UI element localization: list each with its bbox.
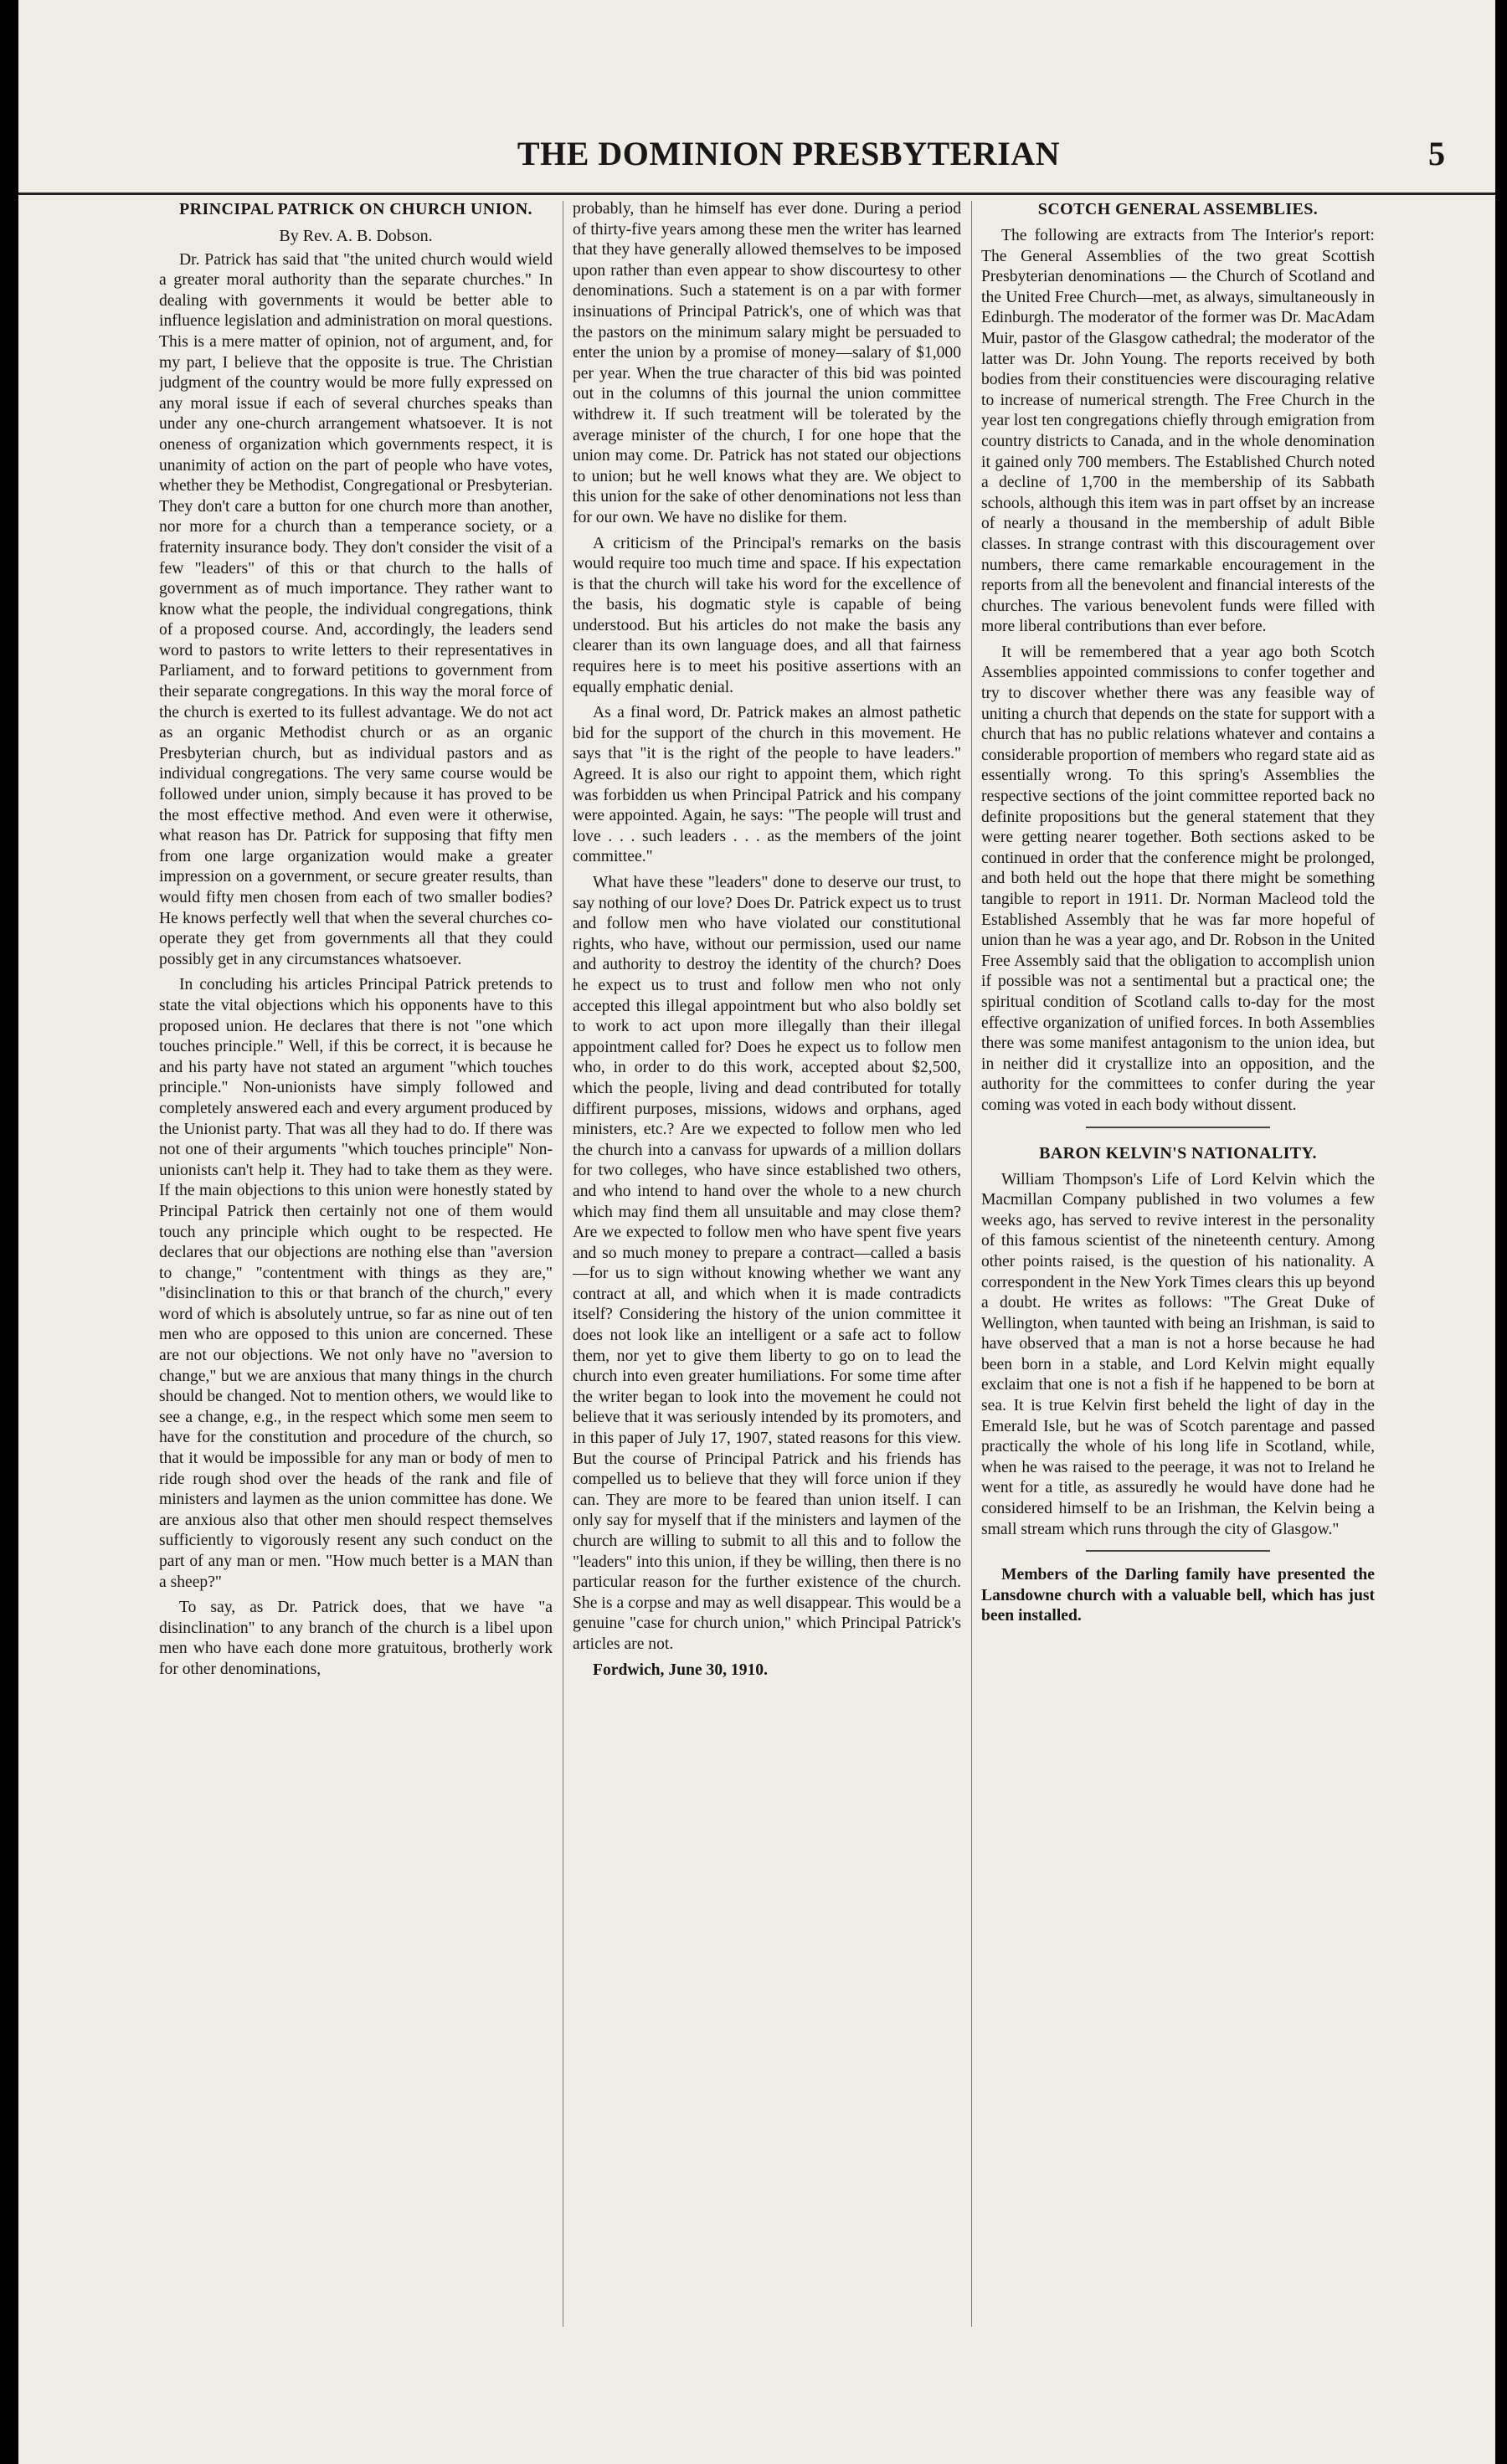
publication-title: THE DOMINION PRESBYTERIAN xyxy=(517,135,1061,172)
newspaper-page xyxy=(18,0,1495,2464)
article-headline: SCOTCH GENERAL ASSEMBLIES. xyxy=(1037,200,1319,218)
paragraph: To say, as Dr. Patrick does, that we have "a disinclination" to any branch of the church is a libel upon men who have each done more gratuitous, brotherly work for other denominations, xyxy=(159,1599,553,1678)
paragraph: Dr. Patrick has said that "the united church would wield a greater moral authority than the separate churches." In dealing with governments it would be better able to influence legislation and administration on moral questions. This is a mere matter of opinion, not of argument, and, for my part, I believe that the opposite is true. The Christian judgment of the country would be more fully expressed on any moral issue if each of several churches speaks than under any one-church arrangement whatsoever. It is not oneness of organization which governments respect, it is unanimity of action on the part of people who have votes, whether they be Methodist, Congregational or Presbyterian. They don't care a button for one church more than another, nor more for a church than a temperance society, or a fraternity insurance body. They don't consider the visit of a few "leaders" of this or that church to the halls of government as of much importance. They rather want to know what the people, the individual congregations, think of a proposed course. And, accordingly, the leaders send word to pastors to write letters to their representatives in Parliament, and to forward petitions to government from their separate congregations. In this way the moral force of the church is exerted to its fullest advantage. We do not act as an organic Methodist church or as an organic Presbyterian church, but as individual pastors and as individual congregations. The very same course would be followed under union, simply because it has proved to be the most effective method. And even were it otherwise, what reason has Dr. Patrick for supposing that fifty men from one large organization would make a greater impression on a government, or secure greater results, than would fifty men chosen from each of two smaller bodies? He knows perfectly well that when the several churches co-operate they get from governments all that they could possibly get in any circumstances whatsoever. xyxy=(159,250,553,968)
paragraph: As a final word, Dr. Patrick makes an almost pathetic bid for the support of the church in this movement. He says that "it is the right of the people to have leaders." Agreed. It is also our right to appoint them, which right was forbidden us when Principal Patrick and his company were appointed. Again, he says: "The people will trust and love . . . such leaders . . . as the members of the joint committee." xyxy=(573,704,961,866)
section-divider xyxy=(1086,1550,1270,1552)
article-headline: PRINCIPAL PATRICK ON CHURCH UNION. xyxy=(179,200,532,218)
column-2 xyxy=(573,199,961,2342)
article-signoff: Fordwich, June 30, 1910. xyxy=(593,1661,769,1679)
paragraph: Members of the Darling family have presented the Lansdowne church with a valuable bell, which has just been installed. xyxy=(981,1566,1375,1625)
column-3 xyxy=(981,199,1375,2342)
paragraph: probably, than he himself has ever done. During a period of thirty-five years among these men the writer has learned that they have generally allowed themselves to be imposed upon rather than even appear to show discourtesy to other denominations. Such a statement is on a par with former insinuations of Principal Patrick's, one of which was that the pastors on the minimum salary might be persuaded to enter the union by a promise of money—salary of $1,000 per year. When the true character of this bid was pointed out in the columns of this journal the union committee withdrew it. If such treatment will be tolerated by the average minister of the church, I for one hope that the union may come. Dr. Patrick has not stated our objections to union; but he well knows what they are. We object to this union for the sake of other denominations not less than for our own. We have no dislike for them. xyxy=(573,200,961,526)
paragraph: In concluding his articles Principal Patrick pretends to state the vital objections which his opponents have to this proposed union. He declares that there is not "one which touches principle." Well, if this be correct, it is because he and his party have not stated an argument "which touches principle." Non-unionists have simply followed and completely answered each and every argument produced by the Unionist party. That was all they had to do. If there was not one of their arguments "which touches principle" Non-unionists can't help it. They had to take them as they were. If the main objections to this union were honestly stated by Principal Patrick then certainly not one of them would touch any principle which ought to be respected. He declares that our objections are nothing else than "aversion to change," "contentment with things as they are," "disinclination to this or that branch of the church," every word of which is absolutely untrue, so far as nine out of ten men who are opposed to this union are concerned. These are not our objections. We not only have no "aversion to change," but we are anxious that many things in the church should be changed. Not to mention others, we would like to see a change, e.g., in the respect which some men seem to have for the constitution and procedure of the church, so that it would be impossible for any man or body of men to ride rough shod over the heads of the rank and file of ministers and laymen as the union committee has done. We are anxious also that other men should respect themselves sufficiently to vigorously resent any such conduct on the part of any man or men. "How much better is a MAN than a sheep?" xyxy=(159,976,553,1591)
article-byline: By Rev. A. B. Dobson. xyxy=(279,227,433,245)
paragraph: William Thompson's Life of Lord Kelvin which the Macmillan Company published in two volumes a few weeks ago, has served to revive interest in the personality of this famous scientist of the nineteenth century. Among other points raised, is the question of his nationality. A correspondent in the New York Times clears this up beyond a doubt. He writes as follows: "The Great Duke of Wellington, when taunted with being an Irishman, is said to have observed that a man is not a horse because he had been born in a stable, and Lord Kelvin might equally exclaim that one is not a fish if he happened to be born at sea. It is true Kelvin first beheld the light of day in the Emerald Isle, but he was of Scotch parentage and passed practically the whole of his long life in Scotland, while, when he was raised to the peerage, it was not to Ireland he went for a title, as assuredly he would have done had he considered himself to be an Irishman, the Kelvin being a small stream which runs through the city of Glasgow." xyxy=(981,1170,1375,1538)
column-rule xyxy=(971,201,972,2327)
article-headline: BARON KELVIN'S NATIONALITY. xyxy=(1039,1143,1317,1163)
section-divider xyxy=(1086,1127,1270,1128)
paragraph: A criticism of the Principal's remarks on the basis would require too much time and space. If his expectation is that the church will take his word for the excellence of the basis, his dogmatic style is capable of being understood. But his articles do not make the basis any clearer than its own language does, and all that fairness requires here is to meet his positive assertions with an equally emphatic denial. xyxy=(573,534,961,696)
masthead xyxy=(18,134,1495,195)
column-1 xyxy=(159,199,553,2342)
paragraph: It will be remembered that a year ago both Scotch Assemblies appointed commissions to confer together and try to discover whether there was any feasible way of uniting a church that depends on the state for support with a church that has no public relations whatever and contains a considerable proportion of members who regard state aid as essentially wrong. To this spring's Assemblies the respective sections of the joint committee reported back no definite propositions but the general statement that they were getting nearer together. Both sections asked to be continued in order that the conference might be prolonged, and both held out the hope that there might be something tangible to report in 1911. Dr. Norman Macleod told the Established Assembly that he was far more hopeful of union than he was a year ago, and Dr. Robson in the United Free Assembly said that the obligation to accomplish union if possible was not a sentimental but a practical one; the spiritual condition of Scotland calls to-day for the most effective organization of unified forces. In both Assemblies there was some manifest antagonism to the union idea, but in neither did it crystallize into an opposition, and the authority for the committees to confer during the year coming was voted in each body without dissent. xyxy=(981,643,1375,1114)
paragraph: The following are extracts from The Interior's report: The General Assemblies of the two great Scottish Presbyterian denominations — the Church of Scotland and the United Free Church—met, as always, simultaneously in Edinburgh. The moderator of the former was Dr. MacAdam Muir, pastor of the Glasgow cathedral; the moderator of the latter was Dr. John Young. The reports received by both bodies from their constituencies were discouraging relative to increase of numerical strength. The Free Church in the year lost ten congregations chiefly through emigration from country districts to Canada, and in the whole denomination it gained only 700 members. The Established Church noted a decline of 1,700 in the membership of its Sabbath schools, although this item was in part offset by an increase of nearly a thousand in the membership of adult Bible classes. In strange contrast with this discouragement over numbers, there came remarkable encouragement in the reports from all the benevolent and financial interests of the churches. The various benevolent funds were filled with more liberal contributions than ever before. xyxy=(981,227,1375,636)
paragraph: What have these "leaders" done to deserve our trust, to say nothing of our love? Does Dr. Patrick expect us to trust and follow men who have violated our constitutional rights, who have, without our permission, used our name and authority to destroy the identity of the church? Does he expect us to trust and follow men who not only accepted this illegal appointment but who also boldly set to work to act upon more illegally than their illegal appointment called for? Does he expect us to follow men who, in order to do this work, accepted about $2,500, which the people, living and dead contributed for totally diffirent purposes, missions, widows and orphans, aged ministers, etc.? Are we expected to follow men who led the church into a canvass for upwards of a million dollars for two colleges, who have since established two others, and who intend to hand over the whole to a new church which may find them all unsuitable and may close them? Are we expected to follow men who have spent five years and so much money to prepare a contract—called a basis—for us to sign without knowing whether we want any contract at all, and which when it is made contradicts itself? Considering the history of the union committee it does not look like an intelligent or a safe act to follow them, nor yet to give them liberty to go on to lead the church into even greater humiliations. For some time after the writer began to look into the movement he could not believe that it was seriously intended by its promoters, and in this paper of July 17, 1907, stated reasons for this view. But the course of Principal Patrick and his friends has compelled us to believe that they will force union if they can. They are more to be feared than union itself. I can only say for myself that if the ministers and laymen of the church are willing to submit to all this and to follow the "leaders" into this union, if they be willing, then there is no particular reason for the further existence of the church. She is a corpse and may as well disappear. This would be a genuine "case for church union," which Principal Patrick's articles are not. xyxy=(573,874,961,1653)
page-number: 5 xyxy=(1428,135,1445,172)
